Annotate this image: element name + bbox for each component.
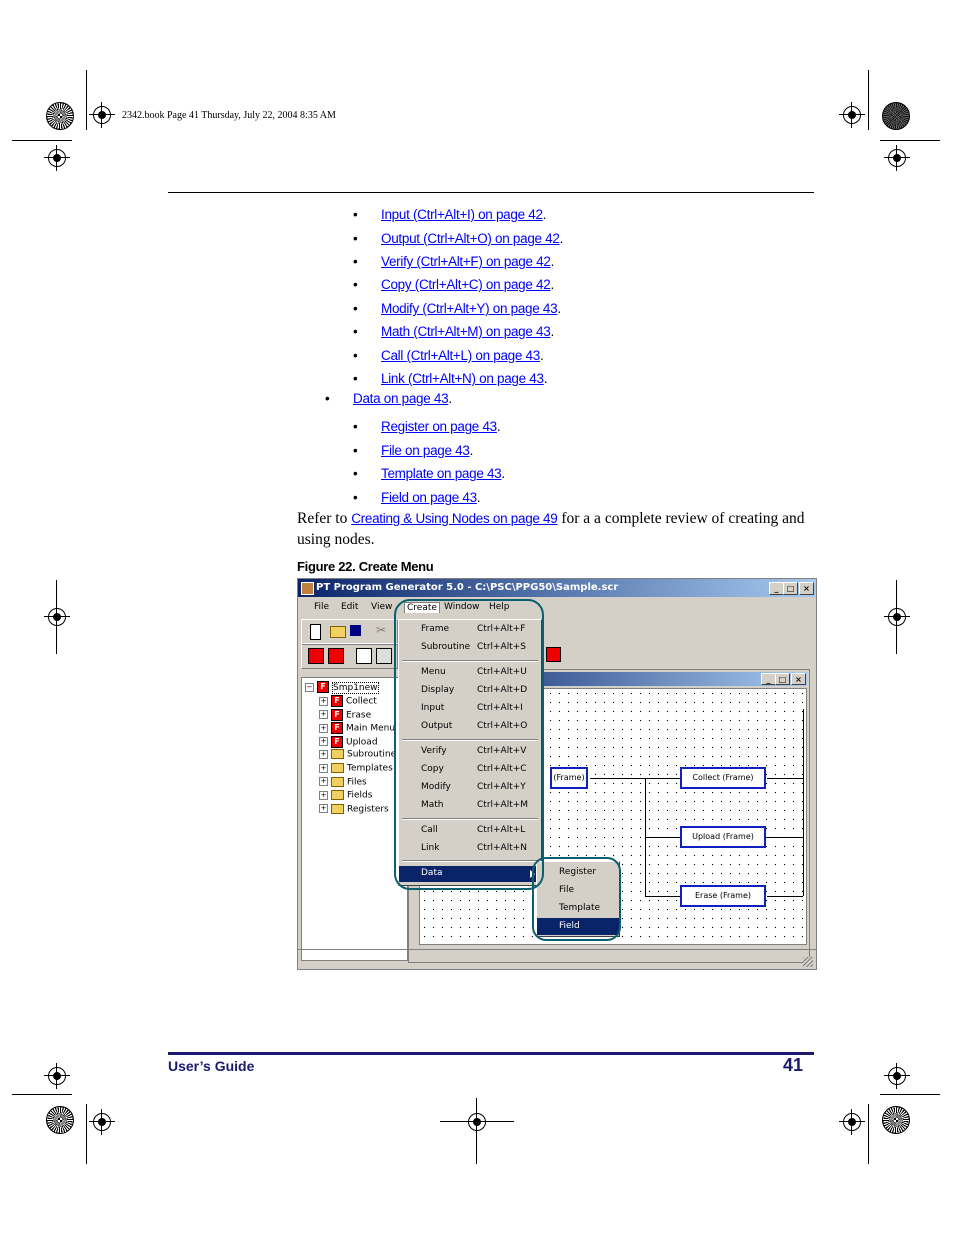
menu-item-label: Menu — [421, 667, 446, 677]
registration-dial-icon — [46, 102, 74, 130]
folder-icon — [331, 763, 344, 773]
cross-reference-link[interactable]: File on page 43 — [381, 443, 470, 458]
open-folder-icon[interactable] — [330, 626, 346, 638]
cross-reference-link[interactable]: Output (Ctrl+Alt+O) on page 42 — [381, 231, 560, 246]
link-tail: . — [550, 277, 555, 292]
frame-node-icon: F — [331, 695, 343, 707]
figure-caption: Figure 22. Create Menu — [297, 559, 434, 574]
bullet-dot: • — [353, 466, 358, 481]
tree-item[interactable] — [319, 777, 367, 788]
data-link[interactable]: Data on page 43 — [353, 391, 449, 406]
crop-mark — [56, 580, 57, 654]
paragraph-post: for a a complete review of creating and using nodes. — [297, 510, 805, 548]
expand-icon[interactable]: + — [320, 777, 327, 786]
crop-mark — [12, 140, 72, 141]
link-tail: . — [550, 254, 555, 269]
tree-label: Fields — [347, 790, 373, 801]
crop-mark — [896, 580, 897, 654]
tree-label: Smp1new — [333, 682, 378, 693]
link-tail: . — [542, 207, 547, 222]
menu-item-label: Modify — [421, 782, 451, 792]
frame-node-icon: F — [331, 709, 343, 721]
cross-reference-link[interactable]: Register on page 43 — [381, 419, 497, 434]
body-paragraph — [297, 508, 817, 550]
cross-reference-link[interactable]: Modify (Ctrl+Alt+Y) on page 43 — [381, 301, 558, 316]
menu-edit[interactable]: Edit — [341, 602, 359, 612]
tree-label: Collect — [346, 696, 377, 707]
registration-crosshair-icon — [839, 1109, 865, 1135]
link-tail: . — [543, 371, 548, 386]
tree-label: Subroutine — [347, 749, 397, 760]
menu-item-label: Display — [421, 685, 455, 695]
registration-crosshair-icon — [44, 604, 70, 630]
tree-item[interactable] — [319, 763, 393, 774]
tree-item[interactable] — [319, 695, 377, 707]
link-tail: . — [448, 391, 453, 406]
page-number: 41 — [783, 1055, 804, 1075]
menu-item-shortcut: Ctrl+Alt+U — [477, 667, 527, 677]
creating-nodes-link[interactable]: Creating & Using Nodes on page 49 — [351, 511, 558, 526]
registration-dial-icon — [46, 1106, 74, 1134]
expand-icon[interactable]: + — [320, 710, 327, 719]
cross-reference-link[interactable]: Template on page 43 — [381, 466, 502, 481]
tree-item[interactable] — [319, 722, 395, 734]
registration-dial-icon — [882, 1106, 910, 1134]
erase-frame-node[interactable]: Erase (Frame) — [680, 885, 766, 907]
menu-item-shortcut: Ctrl+Alt+L — [477, 825, 526, 835]
menu-item-shortcut: Ctrl+Alt+M — [477, 800, 529, 810]
bullet-dot: • — [325, 391, 330, 406]
expand-icon[interactable]: + — [320, 790, 327, 799]
menu-item-shortcut: Ctrl+Alt+V — [477, 746, 527, 756]
tree-label: Erase — [346, 710, 372, 721]
menu-bar — [298, 599, 816, 617]
cross-reference-link[interactable]: Link (Ctrl+Alt+N) on page 43 — [381, 371, 544, 386]
frame-node[interactable]: (Frame) — [550, 767, 588, 789]
app-icon — [301, 582, 314, 595]
tree-item[interactable] — [319, 749, 396, 760]
link-tail: . — [501, 466, 506, 481]
link-tail: . — [469, 443, 474, 458]
child-minimize-button[interactable]: _ — [761, 673, 776, 685]
tree-label: Upload — [346, 737, 378, 748]
folder-icon — [331, 749, 344, 759]
registration-crosshair-icon — [89, 102, 115, 128]
expand-icon[interactable]: + — [320, 749, 327, 758]
bullet-dot: • — [353, 301, 358, 316]
connector-line — [645, 837, 680, 838]
expand-icon[interactable]: + — [320, 804, 327, 813]
connector-line — [767, 837, 803, 838]
menu-item-shortcut: Ctrl+Alt+N — [477, 843, 528, 853]
tree-root[interactable] — [305, 681, 379, 693]
tree-label: Templates — [347, 763, 393, 774]
bullet-dot: • — [353, 419, 358, 434]
expand-icon[interactable]: + — [320, 737, 327, 746]
tree-label: Files — [347, 777, 367, 788]
frame-tool-icon[interactable] — [308, 648, 324, 664]
submenu-item-label: File — [559, 885, 575, 895]
footer-rule — [168, 1052, 814, 1055]
cross-reference-link[interactable]: Verify (Ctrl+Alt+F) on page 42 — [381, 254, 551, 269]
header-rule — [168, 192, 814, 193]
menu-item-label: Copy — [421, 764, 444, 774]
registration-crosshair-icon — [884, 1063, 910, 1089]
close-button[interactable]: × — [799, 582, 814, 595]
menu-item-shortcut: Ctrl+Alt+C — [477, 764, 527, 774]
save-icon[interactable] — [350, 625, 361, 636]
bullet-dot: • — [353, 324, 358, 339]
menu-create[interactable]: Create — [404, 602, 440, 613]
link-tool-icon[interactable] — [546, 647, 561, 662]
title-bar — [298, 579, 816, 597]
cross-reference-link[interactable]: Call (Ctrl+Alt+L) on page 43 — [381, 348, 540, 363]
cross-reference-link[interactable]: Field on page 43 — [381, 490, 477, 505]
tree-item[interactable] — [319, 736, 378, 748]
connector-line — [645, 778, 680, 779]
link-tail: . — [496, 419, 501, 434]
cross-reference-link[interactable]: Math (Ctrl+Alt+M) on page 43 — [381, 324, 551, 339]
maximize-button[interactable]: □ — [783, 582, 798, 595]
link-tail: . — [539, 348, 544, 363]
connector-line — [590, 778, 645, 779]
cross-reference-link[interactable]: Input (Ctrl+Alt+I) on page 42 — [381, 207, 543, 222]
registration-crosshair-icon — [44, 1063, 70, 1089]
menu-item-shortcut: Ctrl+Alt+I — [477, 703, 523, 713]
crop-mark — [880, 1094, 940, 1095]
data-submenu-highlight — [532, 857, 621, 941]
crop-mark — [86, 1104, 87, 1164]
link-tail: . — [559, 231, 564, 246]
menu-item-shortcut: Ctrl+Alt+Y — [477, 782, 526, 792]
child-maximize-button[interactable]: □ — [775, 673, 790, 685]
crop-mark — [880, 140, 940, 141]
menu-file[interactable]: File — [314, 602, 330, 612]
project-tree — [301, 677, 408, 961]
link-tail: . — [550, 324, 555, 339]
menu-tool-icon[interactable] — [356, 648, 372, 664]
paragraph-pre: Refer to — [297, 510, 352, 527]
frame-node-icon: F — [317, 681, 329, 693]
crop-mark — [86, 70, 87, 130]
status-bar — [298, 949, 816, 970]
connector-line — [803, 709, 804, 896]
menu-item-shortcut: Ctrl+Alt+S — [477, 642, 526, 652]
bullet-dot: • — [353, 443, 358, 458]
menu-item-label: Input — [421, 703, 445, 713]
registration-dial-icon — [882, 102, 910, 130]
registration-crosshair-icon — [884, 604, 910, 630]
resize-grip-icon[interactable] — [803, 957, 813, 967]
crop-mark — [868, 70, 869, 130]
menu-item-label: Frame — [421, 624, 450, 634]
new-file-icon[interactable] — [310, 624, 321, 640]
upload-frame-node[interactable]: Upload (Frame) — [680, 826, 766, 848]
folder-icon — [331, 790, 344, 800]
tree-label: Main Menu — [346, 723, 396, 734]
child-close-button[interactable]: × — [791, 673, 806, 685]
menu-help[interactable]: Help — [489, 602, 510, 612]
crop-mark — [868, 1104, 869, 1164]
bullet-dot: • — [353, 231, 358, 246]
menu-item-label: Output — [421, 721, 453, 731]
bullet-dot: • — [353, 371, 358, 386]
expand-icon[interactable]: + — [320, 723, 327, 732]
tree-label: Registers — [347, 804, 389, 815]
registration-crosshair-icon — [839, 102, 865, 128]
collapse-icon[interactable]: − — [306, 682, 313, 691]
bullet-dot: • — [353, 348, 358, 363]
app-screenshot — [297, 578, 817, 970]
folder-icon — [331, 777, 344, 787]
tree-item[interactable] — [319, 709, 371, 721]
minimize-button[interactable]: _ — [769, 582, 784, 595]
expand-icon[interactable]: + — [320, 696, 327, 705]
footer-guide-title: User’s Guide — [168, 1058, 255, 1074]
connector-line — [767, 778, 803, 779]
cut-icon[interactable]: ✂ — [376, 623, 387, 637]
connector-line — [645, 896, 680, 897]
registration-crosshair-icon — [44, 145, 70, 171]
menu-item-shortcut: Ctrl+Alt+D — [477, 685, 528, 695]
folder-icon — [331, 804, 344, 814]
frame-node-icon: F — [331, 722, 343, 734]
registration-crosshair-icon — [464, 1109, 490, 1135]
registration-crosshair-icon — [89, 1109, 115, 1135]
crop-mark — [476, 1098, 477, 1164]
tree-item[interactable] — [319, 790, 372, 801]
bullet-dot: • — [353, 277, 358, 292]
menu-window[interactable]: Window — [444, 602, 480, 612]
standard-toolbar — [301, 619, 398, 645]
crop-mark — [12, 1094, 72, 1095]
submenu-item-label: Template — [559, 903, 601, 913]
link-tail: . — [557, 301, 562, 316]
bullet-dot: • — [353, 490, 358, 505]
bullet-dot: • — [353, 254, 358, 269]
menu-item-shortcut: Ctrl+Alt+F — [477, 624, 526, 634]
tree-item[interactable] — [319, 804, 389, 815]
create-menu-highlight — [394, 599, 544, 890]
cross-reference-link[interactable]: Copy (Ctrl+Alt+C) on page 42 — [381, 277, 551, 292]
crop-mark — [440, 1121, 514, 1122]
expand-icon[interactable]: + — [320, 763, 327, 772]
subroutine-tool-icon[interactable] — [328, 648, 344, 664]
menu-item-label: Verify — [421, 746, 447, 756]
menu-item-label: Subroutine — [421, 642, 471, 652]
frame-node-icon: F — [331, 736, 343, 748]
bullet-dot: • — [353, 207, 358, 222]
menu-item-label: Data — [421, 868, 443, 878]
collect-frame-node[interactable]: Collect (Frame) — [680, 767, 766, 789]
menu-item-label: Link — [421, 843, 440, 853]
menu-item-shortcut: Ctrl+Alt+O — [477, 721, 528, 731]
connector-line — [767, 896, 803, 897]
registration-crosshair-icon — [884, 145, 910, 171]
submenu-item-label: Register — [559, 867, 597, 877]
node-toolbar — [301, 643, 398, 669]
page-header: 2342.book Page 41 Thursday, July 22, 2004 8:35 AM — [122, 110, 336, 121]
menu-view[interactable]: View — [371, 602, 393, 612]
menu-item-label: Math — [421, 800, 444, 810]
submenu-item-label: Field — [559, 921, 580, 931]
display-tool-icon[interactable] — [376, 648, 392, 664]
menu-item-label: Call — [421, 825, 438, 835]
window-title: PT Program Generator 5.0 - C:\PSC\PPG50\Sample.scr — [316, 582, 619, 593]
link-tail: . — [476, 490, 481, 505]
